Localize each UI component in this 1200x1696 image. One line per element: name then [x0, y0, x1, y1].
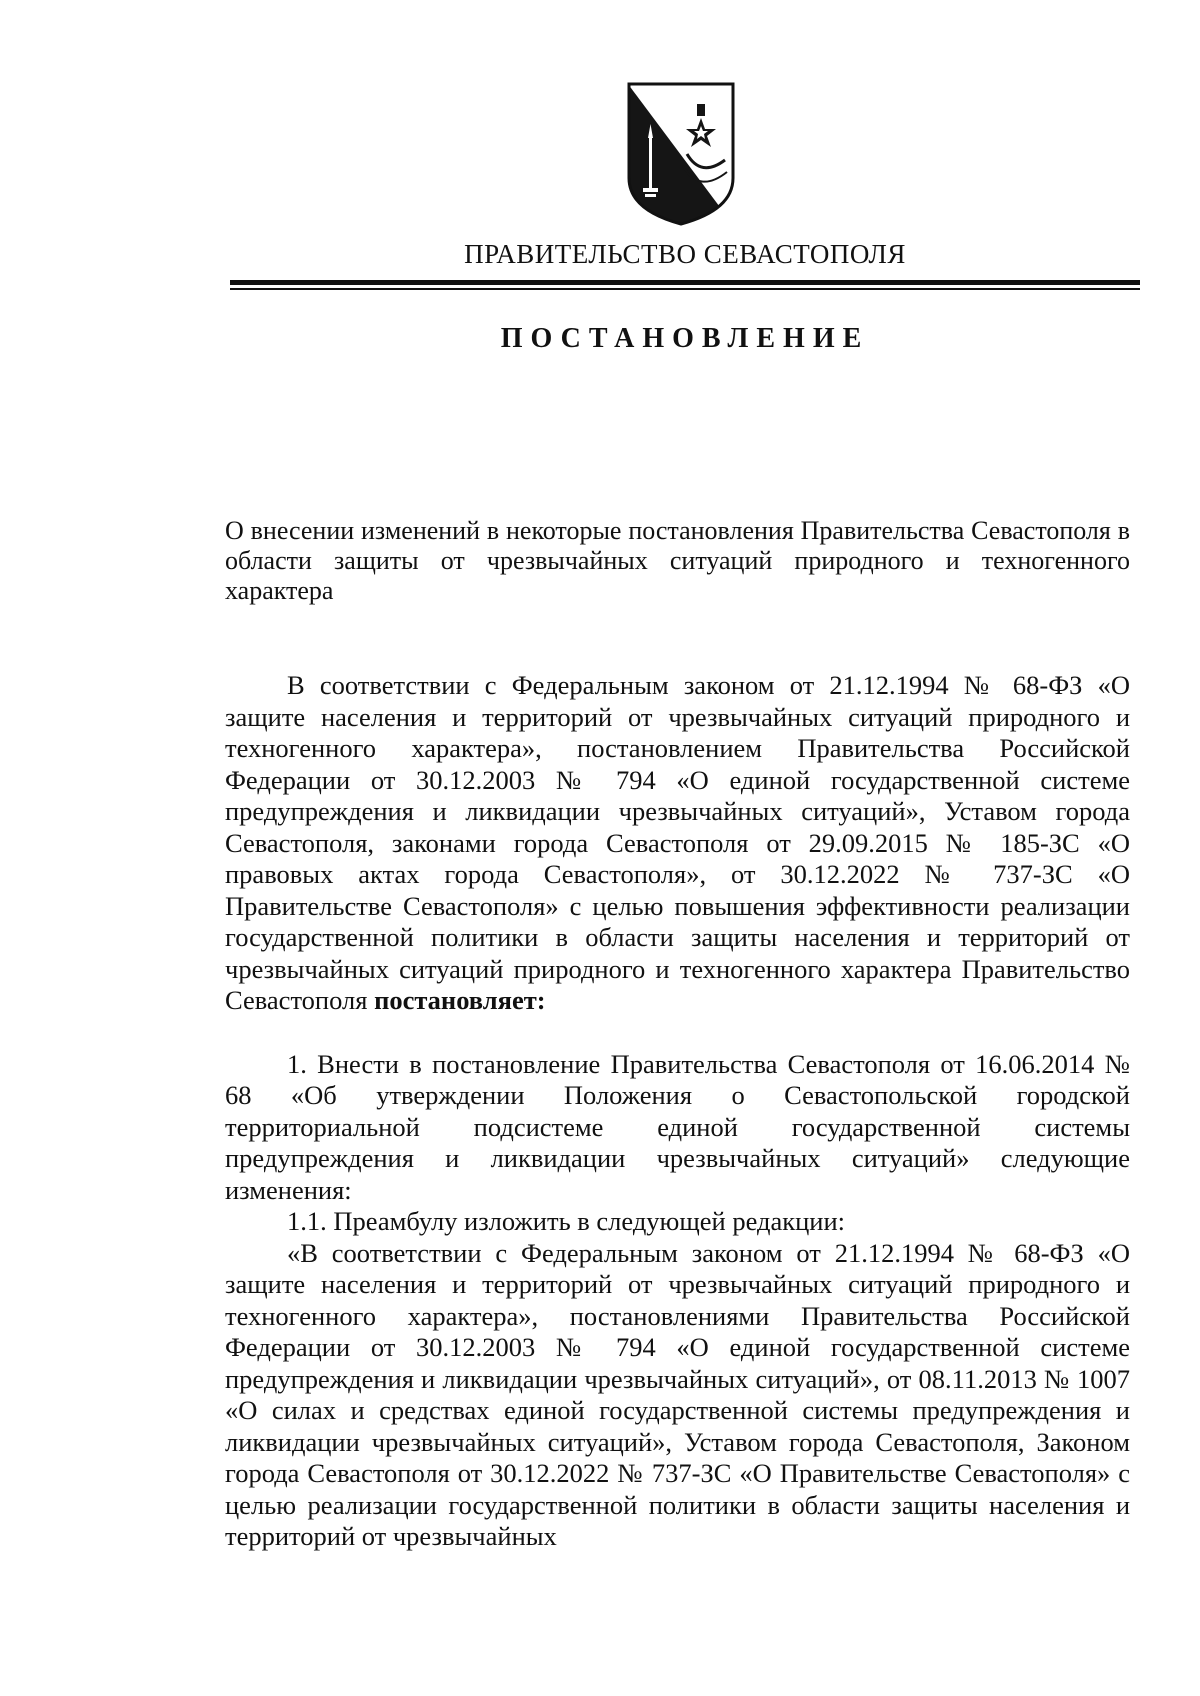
document-title: О внесении изменений в некоторые постановления Правительства Севастополя в области защиты от чрезвычайных ситуаций природного и техногенного характера	[225, 516, 1130, 605]
sevastopol-coat-of-arms	[625, 80, 737, 228]
header-divider-thick	[230, 280, 1140, 285]
header-divider-thin	[230, 288, 1140, 290]
item-1-paragraph: 1. Внести в постановление Правительства Севастополя от 16.06.2014 № 68 «Об утверждении Положения о Севастопольской городской территориальной подсистеме единой государственной системы предупреждения и ликвидации чрезвычайных ситуаций» следующие изменения:	[225, 1048, 1130, 1205]
preamble-text: В соответствии с Федеральным законом от 21.12.1994 № 68-ФЗ «О защите населения и территорий от чрезвычайных ситуаций природного и техногенного характера», постановлением Правительства Российской Федерации от 30.12.2003 № 794 «О единой государственной системе предупреждения и ликвидации чрезвычайных ситуаций», Уставом города Севастополя, законами города Севастополя от 29.09.2015 № 185-ЗС «О правовых актах города Севастополя», от 30.12.2022 № 737-ЗС «О Правительстве Севастополя» с целью повышения эффективности реализации государственной политики в области защиты населения и территорий от чрезвычайных ситуаций природного и техногенного характера Правительство Севастополя	[225, 670, 1130, 1015]
quoted-preamble-paragraph: «В соответствии с Федеральным законом от 21.12.1994 № 68-ФЗ «О защите населения и территорий от чрезвычайных ситуаций природного и техногенного характера», постановлениями Правительства Российской Федерации от 30.12.2003 № 794 «О единой государственной системе предупреждения и ликвидации чрезвычайных ситуаций», от 08.11.2013 № 1007 «О силах и средствах единой государственной системы предупреждения и ликвидации чрезвычайных ситуаций», Уставом города Севастополя, Законом города Севастополя от 30.12.2022 № 737-ЗС «О Правительстве Севастополя» с целью реализации государственной политики в области защиты населения и территорий от чрезвычайных	[225, 1237, 1130, 1551]
document-type-heading: ПОСТАНОВЛЕНИЕ	[500, 323, 870, 354]
preamble-paragraph	[225, 670, 1130, 1017]
resolves-word: постановляет:	[374, 985, 546, 1015]
government-name: ПРАВИТЕЛЬСТВО СЕВАСТОПОЛЯ	[464, 239, 906, 269]
item-1-1-paragraph: 1.1. Преамбулу изложить в следующей редакции:	[287, 1206, 846, 1236]
document-body	[225, 670, 1130, 1553]
